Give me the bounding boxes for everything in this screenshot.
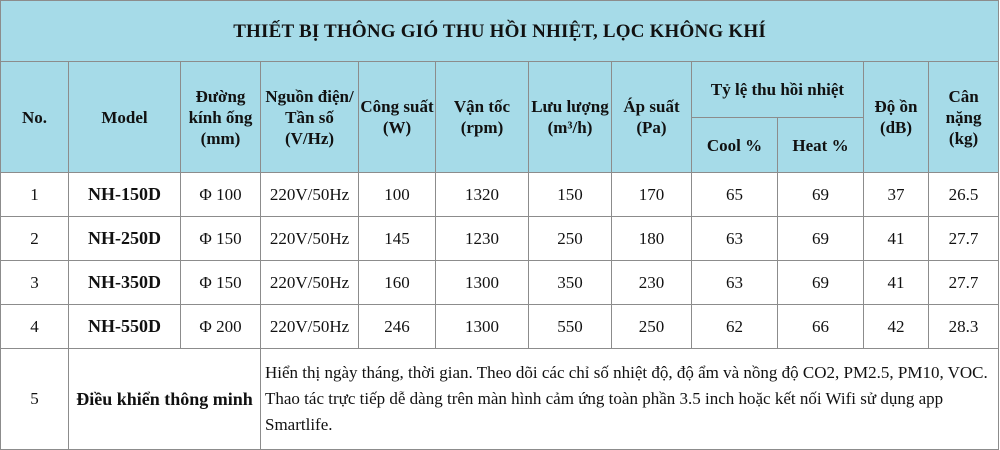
cell-power: 145 [359,217,436,261]
cell-power: 100 [359,173,436,217]
header-model: Model [69,62,181,173]
cell-pressure: 180 [612,217,692,261]
cell-heat: 69 [778,261,864,305]
cell-model: NH-150D [69,173,181,217]
cell-cool: 62 [692,305,778,349]
cell-power: 160 [359,261,436,305]
cell-no: 5 [1,349,69,450]
cell-no: 4 [1,305,69,349]
table-row-control [1,349,999,450]
cell-power-supply: 220V/50Hz [261,217,359,261]
table-row [1,217,999,261]
cell-diameter: Φ 100 [181,173,261,217]
header-pressure: Áp suất (Pa) [612,62,692,173]
cell-speed: 1300 [436,261,529,305]
table-row [1,173,999,217]
cell-power-supply: 220V/50Hz [261,173,359,217]
cell-no: 2 [1,217,69,261]
cell-airflow: 550 [529,305,612,349]
cell-model: NH-350D [69,261,181,305]
cell-airflow: 250 [529,217,612,261]
header-airflow: Lưu lượng (m³/h) [529,62,612,173]
cell-diameter: Φ 150 [181,261,261,305]
cell-airflow: 350 [529,261,612,305]
cell-no: 1 [1,173,69,217]
cell-model: NH-250D [69,217,181,261]
header-no: No. [1,62,69,173]
cell-weight: 28.3 [929,305,999,349]
cell-no: 3 [1,261,69,305]
cell-power-supply: 220V/50Hz [261,305,359,349]
cell-power-supply: 220V/50Hz [261,261,359,305]
cell-speed: 1300 [436,305,529,349]
cell-model: NH-550D [69,305,181,349]
header-power: Công suất (W) [359,62,436,173]
cell-weight: 27.7 [929,261,999,305]
control-description: Hiển thị ngày tháng, thời gian. Theo dõi các chỉ số nhiệt độ, độ ẩm và nồng độ CO2, PM2.5, PM10, VOC. Thao tác trực tiếp dễ dàng trên màn hình cảm ứng toàn phần 3.5 inch hoặc kết nối Wifi sử dụng app Smartlife. [261,349,999,450]
cell-diameter: Φ 150 [181,217,261,261]
header-power-supply: Nguồn điện/ Tần số (V/Hz) [261,62,359,173]
header-weight: Cân nặng (kg) [929,62,999,173]
cell-speed: 1230 [436,217,529,261]
header-heat: Heat % [778,118,864,173]
header-cool: Cool % [692,118,778,173]
cell-heat: 69 [778,173,864,217]
table-title: THIẾT BỊ THÔNG GIÓ THU HỒI NHIỆT, LỌC KHÔNG KHÍ [1,1,999,62]
cell-noise: 41 [864,217,929,261]
cell-noise: 37 [864,173,929,217]
header-recovery: Tỷ lệ thu hồi nhiệt [692,62,864,118]
cell-diameter: Φ 200 [181,305,261,349]
table-row [1,261,999,305]
cell-heat: 66 [778,305,864,349]
cell-cool: 63 [692,261,778,305]
cell-pressure: 250 [612,305,692,349]
cell-weight: 26.5 [929,173,999,217]
header-diameter: Đường kính ống (mm) [181,62,261,173]
cell-speed: 1320 [436,173,529,217]
control-label: Điều khiển thông minh [69,349,261,450]
cell-noise: 41 [864,261,929,305]
cell-airflow: 150 [529,173,612,217]
header-noise: Độ ồn (dB) [864,62,929,173]
cell-cool: 65 [692,173,778,217]
cell-pressure: 230 [612,261,692,305]
cell-pressure: 170 [612,173,692,217]
cell-weight: 27.7 [929,217,999,261]
header-speed: Vận tốc (rpm) [436,62,529,173]
table-row [1,305,999,349]
cell-power: 246 [359,305,436,349]
cell-heat: 69 [778,217,864,261]
cell-noise: 42 [864,305,929,349]
cell-cool: 63 [692,217,778,261]
